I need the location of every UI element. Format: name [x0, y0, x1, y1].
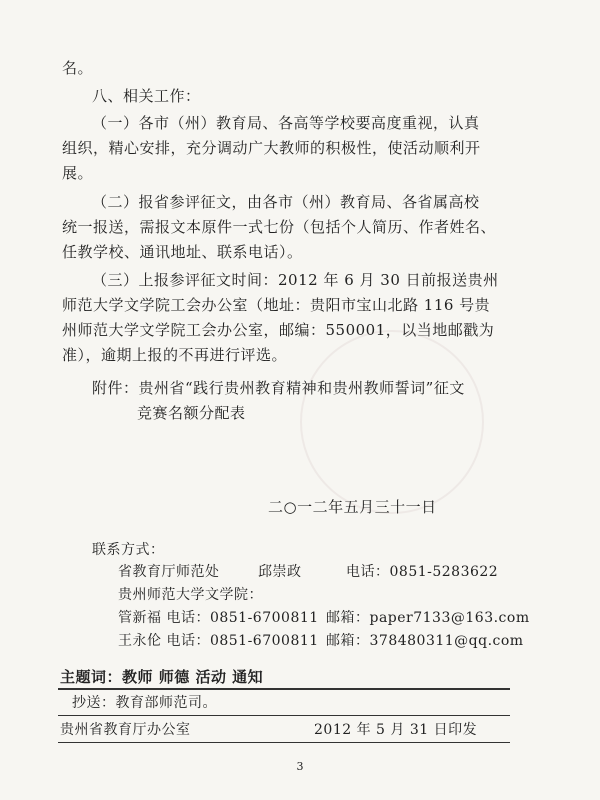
attachment-line1: 附件：贵州省“践行贵州教育精神和贵州教师誓词”征文 — [92, 379, 465, 397]
divider-bottom — [58, 742, 510, 743]
contact-person3: 王永伦 电话：0851-6700811 — [118, 633, 319, 649]
contacts-heading: 联系方式： — [92, 542, 165, 558]
contact-person1-phone: 电话：0851-5283622 — [346, 564, 499, 580]
item1-line2: 组织，精心安排，充分调动广大教师的积极性，使活动顺利开 — [62, 139, 481, 157]
document-date: 二○一二年五月三十一日 — [268, 498, 437, 516]
attachment-line2: 竞赛名额分配表 — [137, 404, 246, 422]
item3-line4: 准），逾期上报的不再进行评选。 — [62, 346, 288, 364]
contact-person2-email: 邮箱：paper7133@163.com — [326, 610, 530, 626]
item1-line1: （一）各市（州）教育局、各高等学校要高度重视，认真 — [92, 114, 480, 132]
item2-line2: 统一报送，需报文本原件一式七份（包括个人简历、作者姓名、 — [62, 218, 497, 236]
faded-seal-stamp — [300, 330, 484, 514]
item2-line1: （二）报省参评征文，由各市（州）教育局、各省属高校 — [92, 193, 480, 211]
contact-dept2: 贵州师范大学文学院： — [118, 587, 263, 603]
contact-person2: 管新福 电话：0851-6700811 — [118, 610, 319, 626]
item3-line2: 师范大学文学院工会办公室（地址：贵阳市宝山北路 116 号贵 — [62, 296, 491, 314]
item2-line3: 任教学校、通讯地址、联系电话）。 — [62, 243, 303, 261]
divider-thin — [58, 715, 510, 716]
item3-line3: 州师范大学文学院工会办公室，邮编：550001，以当地邮戳为 — [62, 321, 495, 339]
cc-line: 抄送：教育部师范司。 — [72, 695, 217, 711]
contact-person3-email: 邮箱：378480311@qq.com — [326, 633, 524, 649]
issue-date: 2012 年 5 月 31 日印发 — [314, 722, 478, 738]
contact-person1-name: 邱崇政 — [258, 564, 302, 580]
paragraph-fragment: 名。 — [62, 59, 94, 77]
section-title: 八、相关工作： — [92, 87, 201, 105]
subject-keywords: 主题词：教师 师德 活动 通知 — [60, 668, 264, 686]
item1-line3: 展。 — [62, 164, 94, 182]
divider-thick — [58, 688, 510, 690]
contact-dept1: 省教育厅师范处 — [118, 564, 220, 580]
issuer: 贵州省教育厅办公室 — [60, 722, 191, 738]
page-number: 3 — [296, 760, 304, 773]
item3-line1: （三）上报参评征文时间：2012 年 6 月 30 日前报送贵州 — [92, 271, 499, 289]
